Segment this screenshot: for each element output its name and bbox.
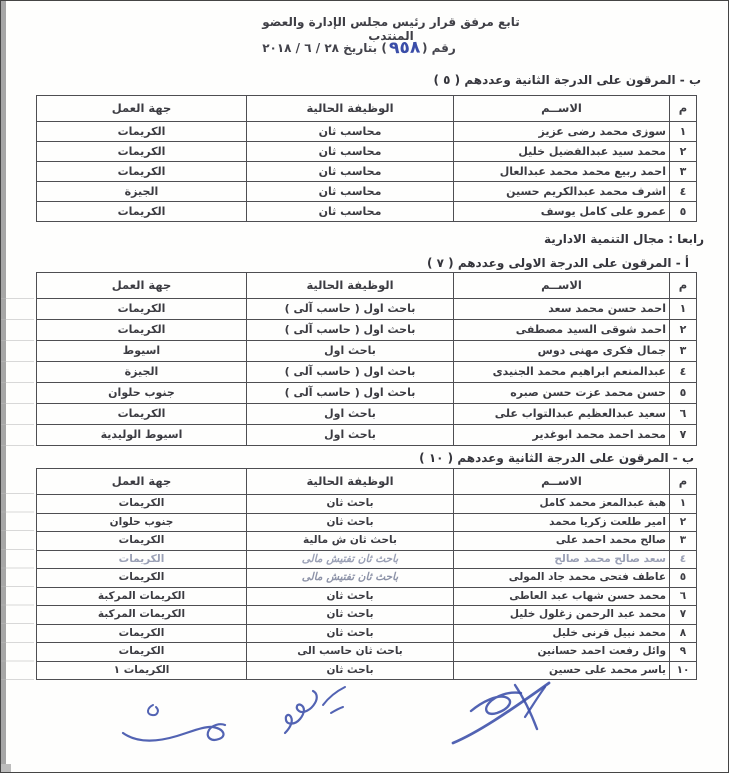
table-row [37,425,697,446]
table-row [37,122,697,142]
table-row [37,661,697,680]
current-job: باحث ثان تفتيش مالى [247,550,454,569]
table-row [37,495,697,514]
employee-name: سوزى محمد رضى عزيز [454,122,670,142]
header-current-job: الوظيفة الحالية [247,469,454,495]
row-number: ١ [670,495,697,514]
row-number: ٤ [670,362,697,383]
row-number: ١ [670,122,697,142]
row-number: ٨ [670,624,697,643]
table-row [37,532,697,551]
employee-name: احمد ربيع محمد محمد عبدالعال [454,162,670,182]
promotion-table-first-grade-admin [36,272,697,446]
row-number: ٢ [670,320,697,341]
table-row [37,404,697,425]
work-entity: اسيوط [37,341,247,362]
header-work-entity: جهة العمل [37,273,247,299]
work-entity: الكريمات [37,122,247,142]
current-job: باحث اول ( حاسب آلى ) [247,383,454,404]
employee-name: محمد عبد الرحمن زغلول خليل [454,606,670,625]
work-entity: الكريمات [37,142,247,162]
current-job: باحث ثان [247,624,454,643]
signature-middle-icon [273,683,358,745]
table-row [37,643,697,662]
employee-name: محمد نبيل قرنى خليل [454,624,670,643]
work-entity: الكريمات [37,569,247,588]
table-header-row [37,469,697,495]
promotion-table-second-grade-finance [36,95,697,222]
work-entity: الكريمات [37,495,247,514]
section-heading: رابعا : مجال التنمية الادارية [544,232,704,246]
current-job: باحث اول ( حاسب آلى ) [247,299,454,320]
table2-title: أ - المرقون على الدرجة الاولى وعددهم ( ٧ ) [426,256,689,270]
work-entity: الكريمات [37,299,247,320]
row-number: ٥ [670,383,697,404]
table-row [37,299,697,320]
current-job: محاسب ثان [247,142,454,162]
table-row [37,569,697,588]
current-job: باحث ثان [247,587,454,606]
row-number: ٥ [670,569,697,588]
table-header-row [37,96,697,122]
work-entity: الجيزة [37,182,247,202]
row-number: ٣ [670,162,697,182]
current-job: باحث ثان تفتيش مالى [247,569,454,588]
table-row [37,142,697,162]
employee-name: عاطف فتحى محمد جاد المولى [454,569,670,588]
employee-name: سعيد عبدالعظيم عبدالتواب على [454,404,670,425]
signature-left-icon [119,697,239,753]
current-job: باحث اول ( حاسب آلى ) [247,320,454,341]
work-entity: الكريمات [37,550,247,569]
employee-name: محمد حسن شهاب عبد العاطى [454,587,670,606]
table-row [37,587,697,606]
table-row [37,202,697,222]
table-row [37,341,697,362]
header-name: الاســم [454,469,670,495]
employee-name: احمد شوقى السيد مصطفى [454,320,670,341]
row-number: ٢ [670,513,697,532]
work-entity: الكريمات المركبة [37,587,247,606]
row-number: ٩ [670,643,697,662]
decree-number-prefix: رقم ( [421,41,456,55]
current-job: باحث ثان حاسب الى [247,643,454,662]
work-entity: الجيزة [37,362,247,383]
table-row [37,624,697,643]
header-number: م [670,273,697,299]
promotion-table-second-grade-admin [36,468,697,680]
employee-name: عمرو على كامل يوسف [454,202,670,222]
row-number: ٣ [670,341,697,362]
header-current-job: الوظيفة الحالية [247,96,454,122]
employee-name: هبة عبدالمعز محمد كامل [454,495,670,514]
employee-name: ياسر محمد على حسين [454,661,670,680]
work-entity: جنوب حلوان [37,513,247,532]
current-job: محاسب ثان [247,162,454,182]
table-row [37,362,697,383]
work-entity: الكريمات [37,643,247,662]
header-work-entity: جهة العمل [37,469,247,495]
work-entity: اسيوط الوليدية [37,425,247,446]
employee-name: اشرف محمد عبدالكريم حسين [454,182,670,202]
current-job: باحث ثان [247,661,454,680]
current-job: باحث اول [247,404,454,425]
row-number: ٦ [670,404,697,425]
work-entity: الكريمات [37,624,247,643]
current-job: محاسب ثان [247,202,454,222]
current-job: باحث اول ( حاسب آلى ) [247,362,454,383]
work-entity: الكريمات [37,162,247,182]
row-number: ٢ [670,142,697,162]
work-entity: الكريمات [37,320,247,341]
document-title: تابع مرفق قرار رئيس مجلس الإدارة والعضو المنتدب [262,15,520,43]
employee-name: صالح محمد احمد على [454,532,670,551]
current-job: محاسب ثان [247,182,454,202]
work-entity: الكريمات المركبة [37,606,247,625]
header-work-entity: جهة العمل [37,96,247,122]
current-job: باحث ثان [247,513,454,532]
row-number: ١ [670,299,697,320]
work-entity: الكريمات [37,404,247,425]
row-number: ٧ [670,606,697,625]
header-number: م [670,96,697,122]
work-entity: جنوب حلوان [37,383,247,404]
current-job: باحث ثان ش مالية [247,532,454,551]
header-name: الاســم [454,96,670,122]
work-entity: الكريمات ١ [37,661,247,680]
employee-name: سعد صالح محمد صالح [454,550,670,569]
table-row [37,383,697,404]
employee-name: امير طلعت زكريا محمد [454,513,670,532]
header-name: الاســم [454,273,670,299]
work-entity: الكريمات [37,202,247,222]
row-number: ٤ [670,550,697,569]
row-number: ٥ [670,202,697,222]
employee-name: محمد سيد عبدالفضيل خليل [454,142,670,162]
table-row [37,550,697,569]
table-header-row [37,273,697,299]
table3-title: ب - المرقون على الدرجة الثانية وعددهم ( ١٠ ) [419,451,694,465]
decree-number-line [239,37,479,57]
header-current-job: الوظيفة الحالية [247,273,454,299]
employee-name: حسن محمد عزت حسن صبره [454,383,670,404]
signature-right-icon [449,677,554,755]
table-row [37,320,697,341]
work-entity: الكريمات [37,532,247,551]
table-row [37,513,697,532]
decree-date: ) بتاريخ ٢٨ / ٦ / ٢٠١٨ [262,41,387,55]
table-row [37,162,697,182]
handwritten-decree-number: ٩٥٨ [388,37,421,59]
employee-name: محمد احمد محمد ابوغدير [454,425,670,446]
current-job: باحث ثان [247,495,454,514]
table-row [37,606,697,625]
row-number: ٧ [670,425,697,446]
scan-edge-artifact [1,1,6,772]
current-job: باحث اول [247,341,454,362]
current-job: باحث اول [247,425,454,446]
row-number: ٣ [670,532,697,551]
scan-corner-artifact [1,764,11,772]
employee-name: وائل رفعت احمد حسانين [454,643,670,662]
employee-name: احمد حسن محمد سعد [454,299,670,320]
row-number: ٦ [670,587,697,606]
row-number: ١٠ [670,661,697,680]
employee-name: عبدالمنعم ابراهيم محمد الجنيدى [454,362,670,383]
header-number: م [670,469,697,495]
current-job: محاسب ثان [247,122,454,142]
employee-name: جمال فكرى مهنى دوس [454,341,670,362]
table1-title: ب - المرقون على الدرجة الثانية وعددهم ( ٥ ) [433,73,701,87]
current-job: باحث ثان [247,606,454,625]
table-row [37,182,697,202]
row-number: ٤ [670,182,697,202]
